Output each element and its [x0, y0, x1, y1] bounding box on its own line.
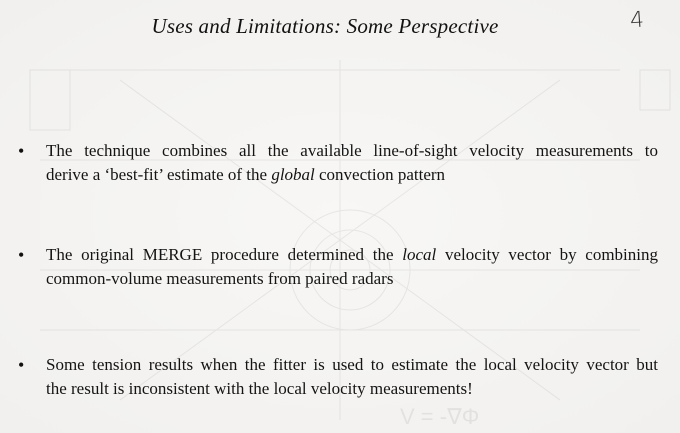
bullet-text — [46, 353, 658, 401]
emphasis-text: local — [402, 245, 437, 264]
text-run: convection pattern — [314, 165, 446, 184]
text-run: derive a ‘best-fit’ estimate of the — [46, 165, 272, 184]
bullet-line: The technique combines all the available line-of-sight velocity measurements to — [46, 141, 658, 160]
text-run: velocity vector by combining — [436, 245, 659, 264]
page-number: 4 — [629, 7, 645, 34]
bullet-text — [46, 139, 658, 187]
bullet-line: Some tension results when the fitter is used to estimate the local velocity vector but — [46, 355, 658, 374]
bullet-line — [46, 163, 658, 187]
bullet-dot-icon: • — [18, 355, 25, 375]
bullet-text — [46, 243, 658, 291]
slide-title: Uses and Limitations: Some Perspective — [151, 14, 499, 38]
emphasis-text: global — [271, 165, 315, 184]
bullet-line: the result is inconsistent with the local velocity measurements! — [46, 379, 473, 398]
text-run: The original MERGE procedure determined the — [46, 245, 403, 264]
ghost-equation: V = -∇Φ — [400, 404, 480, 429]
bullet-line — [46, 243, 658, 267]
bullet-line: common-volume measurements from paired radars — [46, 269, 394, 288]
bullet-dot-icon: • — [18, 141, 25, 161]
bullet-dot-icon: • — [18, 245, 25, 265]
